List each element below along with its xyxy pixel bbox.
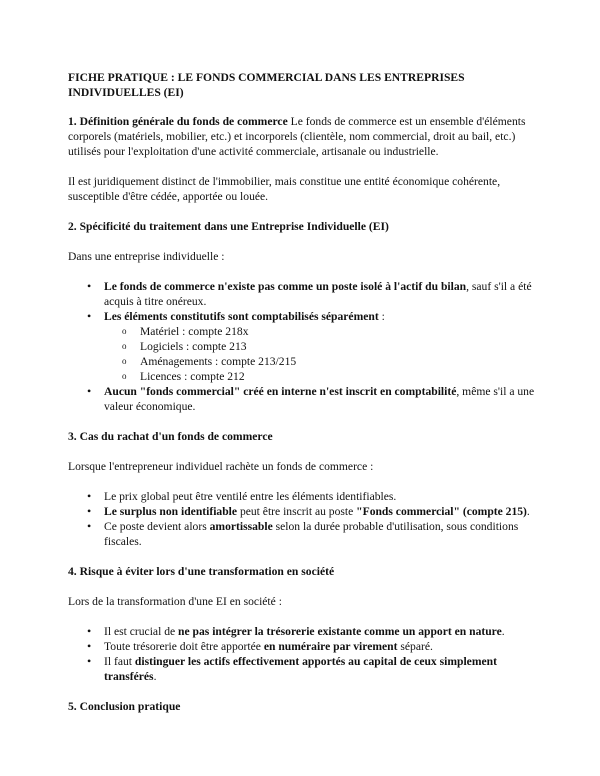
bold-text: Aucun "fonds commercial" créé en interne n'est inscrit en comptabilité [104, 385, 457, 398]
bold-text: Les éléments constitutifs sont comptabilisés séparément [104, 310, 379, 323]
section-4-intro: Lors de la transformation d'une EI en société : [68, 595, 282, 608]
text: peut être inscrit au poste [237, 505, 357, 518]
section-2-intro: Dans une entreprise individuelle : [68, 250, 225, 263]
text: séparé. [397, 640, 433, 653]
text: , même s'il a une valeur économique. [104, 385, 535, 413]
text: . [501, 625, 505, 638]
sublist-item: o Matériel : compte 218x [140, 324, 536, 339]
list-item [104, 384, 536, 414]
section-4-list [68, 624, 536, 684]
section-4-heading: 4. Risque à éviter lors d'une transformation en société [68, 565, 335, 578]
sublist-item: o Licences : compte 212 [140, 369, 536, 384]
text: Il faut [104, 655, 135, 668]
text: . [526, 505, 530, 518]
list-item: • Le prix global peut être ventilé entre les éléments identifiables. [104, 489, 536, 504]
list-item [104, 639, 536, 654]
accounts-sublist [104, 324, 536, 384]
sublist-item: o Aménagements : compte 213/215 [140, 354, 536, 369]
sublist-item: o Logiciels : compte 213 [140, 339, 536, 354]
bold-text: en numéraire par virement [263, 640, 398, 653]
text: Il est crucial de [104, 625, 179, 638]
section-1-text: Le fonds de commerce est un ensemble d'éléments corporels (matériels, mobilier, etc.) et incorporels (clientèle, nom commercial, droit au bail, etc.) utilisés pour l'exploitation d'une activité commerciale, artisanale ou industrielle. [68, 115, 526, 158]
text: , sauf s'il a été acquis à titre onéreux. [104, 280, 532, 308]
section-3-list [68, 489, 536, 549]
document-title: FICHE PRATIQUE : LE FONDS COMMERCIAL DANS LES ENTREPRISES INDIVIDUELLES (EI) [68, 71, 465, 99]
list-item [104, 654, 536, 684]
text: Ce poste devient alors [104, 520, 210, 533]
bold-text: Le surplus non identifiable [104, 505, 238, 518]
bold-text: ne pas intégrer la trésorerie existante comme un apport en nature [178, 625, 502, 638]
list-item [104, 309, 536, 384]
section-2-list [68, 279, 536, 414]
section-1-paragraph-2: Il est juridiquement distinct de l'immobilier, mais constitue une entité économique cohérente, susceptible d'être cédée, apportée ou louée. [68, 175, 501, 203]
list-item [104, 279, 536, 309]
list-item [104, 504, 536, 519]
bold-text: distinguer les actifs effectivement apportés au capital de ceux simplement transférés [104, 655, 497, 683]
section-2-heading: 2. Spécificité du traitement dans une Entreprise Individuelle (EI) [68, 220, 389, 233]
section-3-intro: Lorsque l'entrepreneur individuel rachète un fonds de commerce : [68, 460, 374, 473]
text: Toute trésorerie doit être apportée [104, 640, 264, 653]
bold-text: "Fonds commercial" (compte 215) [356, 505, 527, 518]
section-1-heading: 1. Définition générale du fonds de commerce [68, 115, 288, 128]
section-1-paragraph-1 [68, 114, 536, 159]
section-3-heading: 3. Cas du rachat d'un fonds de commerce [68, 430, 273, 443]
list-item [104, 624, 536, 639]
document-body [68, 70, 536, 729]
text: : [378, 310, 385, 323]
bold-text: Le fonds de commerce n'existe pas comme un poste isolé à l'actif du bilan [104, 280, 467, 293]
list-item [104, 519, 536, 549]
bold-text: amortissable [209, 520, 273, 533]
text: . [153, 670, 157, 683]
text: selon la durée probable d'utilisation, sous conditions fiscales. [104, 520, 519, 548]
section-5-heading: 5. Conclusion pratique [68, 700, 181, 713]
